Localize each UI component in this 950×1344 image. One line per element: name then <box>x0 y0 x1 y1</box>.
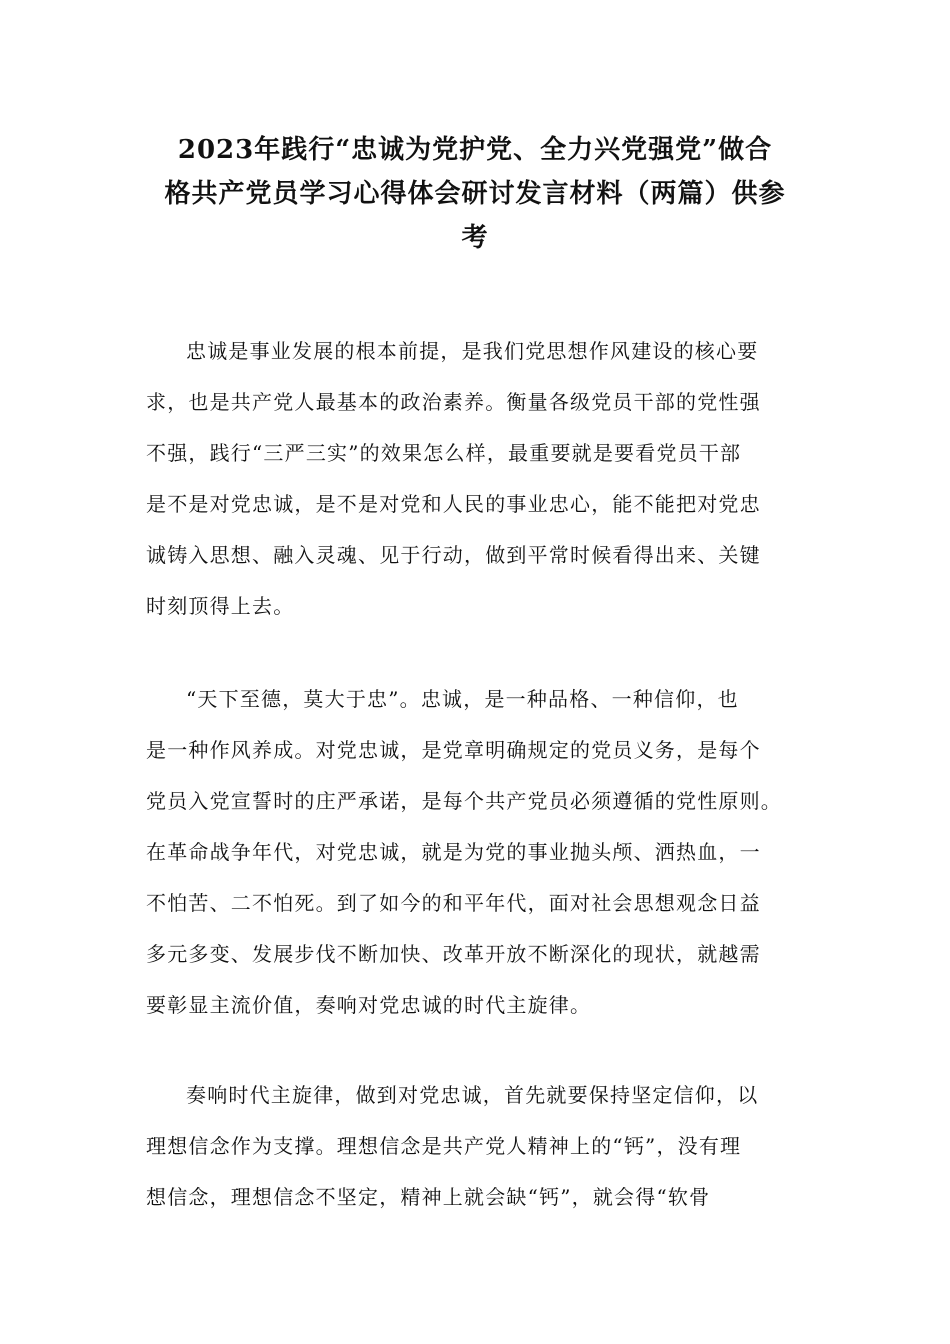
paragraph-3 <box>146 1070 816 1223</box>
paragraph-line: 多元多变、发展步伐不断加快、改革开放不断深化的现状，就越需 <box>146 942 761 966</box>
paragraph-line: 在革命战争年代，对党忠诚，就是为党的事业抛头颅、洒热血，一 <box>146 840 761 864</box>
paragraph-line: 党员入党宣誓时的庄严承诺，是每个共产党员必须遵循的党性原则。 <box>146 789 782 813</box>
paragraph-line: 要彰显主流价值，奏响对党忠诚的时代主旋律。 <box>146 993 592 1017</box>
paragraph-line: 不怕苦、二不怕死。到了如今的和平年代，面对社会思想观念日益 <box>146 891 761 915</box>
paragraph-line: 想信念，理想信念不坚定，精神上就会缺“钙”，就会得“软骨 <box>146 1185 711 1209</box>
paragraph-line: 是一种作风养成。对党忠诚，是党章明确规定的党员义务，是每个 <box>146 738 761 762</box>
paragraph-line: 时刻顶得上去。 <box>146 594 295 618</box>
paragraph-line: 不强，践行“三严三实”的效果怎么样，最重要就是要看党员干部 <box>146 441 742 465</box>
paragraph-line: “天下至德，莫大于忠”。忠诚，是一种品格、一种信仰，也 <box>186 687 739 711</box>
paragraph-line: 诚铸入思想、融入灵魂、见于行动，做到平常时候看得出来、关键 <box>146 543 761 567</box>
paragraph-line: 奏响时代主旋律，做到对党忠诚，首先就要保持坚定信仰，以 <box>186 1083 759 1107</box>
paragraph-line: 是不是对党忠诚，是不是对党和人民的事业忠心，能不能把对党忠 <box>146 492 761 516</box>
paragraph-line: 忠诚是事业发展的根本前提，是我们党思想作风建设的核心要 <box>186 339 759 363</box>
paragraph-line: 求，也是共产党人最基本的政治素养。衡量各级党员干部的党性强 <box>146 390 761 414</box>
paragraph-2 <box>146 674 816 1031</box>
paragraph-line: 理想信念作为支撑。理想信念是共产党人精神上的“钙”，没有理 <box>146 1134 742 1158</box>
paragraph-1 <box>146 326 816 632</box>
title-line: 2023年践行“忠诚为党护党、全力兴党强党”做合 <box>177 135 773 165</box>
title-line: 格共产党员学习心得体会研讨发言材料（两篇）供参 <box>164 179 786 209</box>
document-title <box>140 128 810 260</box>
title-line: 考 <box>461 223 489 253</box>
